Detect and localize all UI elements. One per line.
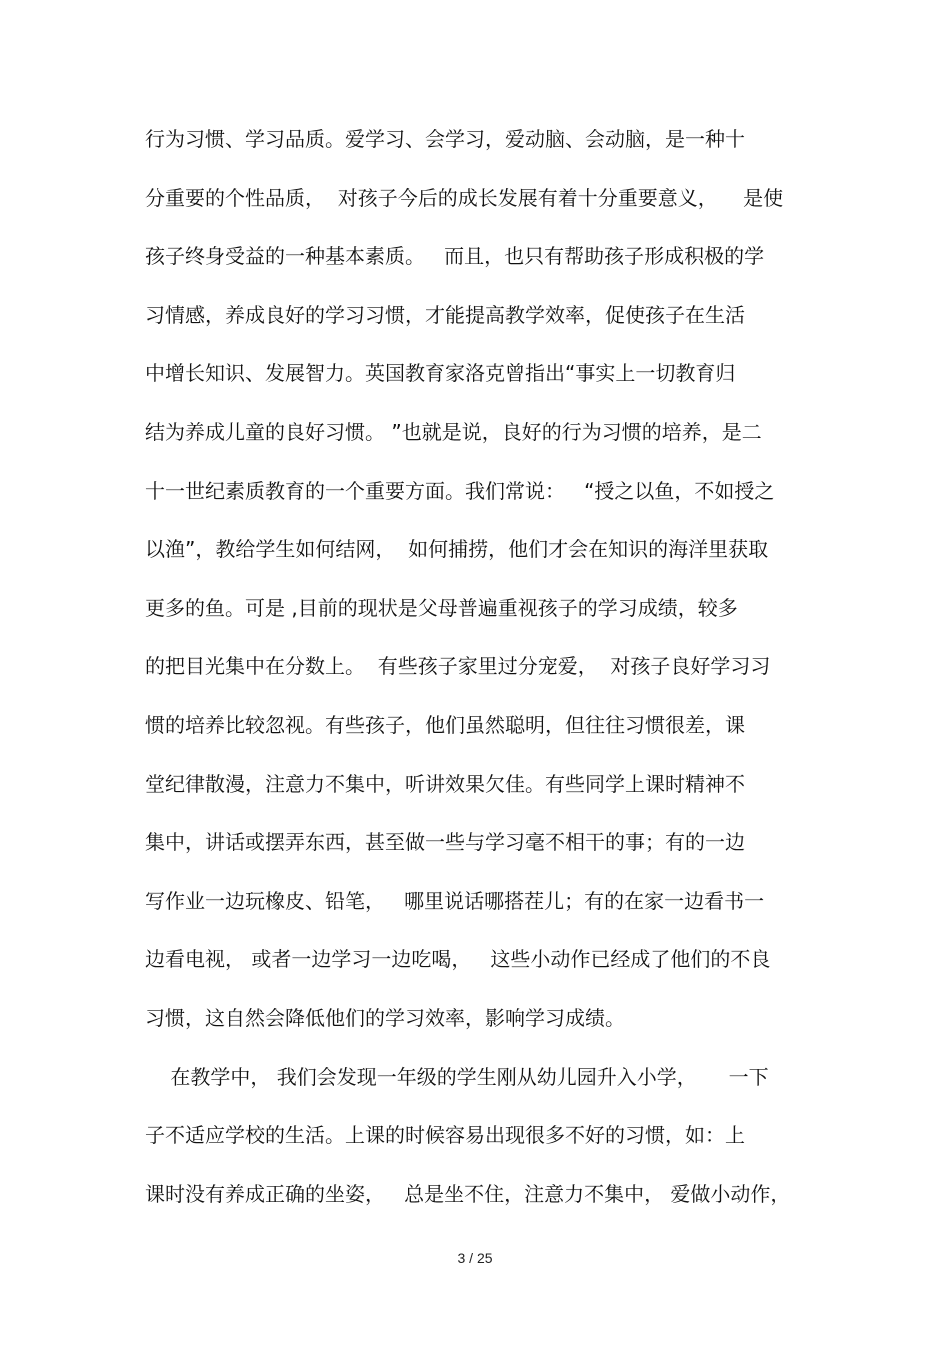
text-line: 孩子终身受益的一种基本素质。 而且，也只有帮助孩子形成积极的学: [145, 244, 765, 269]
text-line: 课时没有养成正确的坐姿， 总是坐不住，注意力不集中， 爱做小动作，: [145, 1181, 791, 1206]
text-line: 的把目光集中在分数上。 有些孩子家里过分宠爱， 对孩子良好学习习: [145, 654, 771, 679]
text-line: 中增长知识、发展智力。英国教育家洛克曾指出“事实上一切教育归: [145, 361, 736, 386]
text-line: 行为习惯、学习品质。爱学习、会学习，爱动脑、会动脑，是一种十: [145, 127, 745, 151]
text-line: 写作业一边玩橡皮、铅笔， 哪里说话哪搭茬儿；有的在家一边看书一: [145, 888, 765, 913]
text-line: 边看电视， 或者一边学习一边吃喝， 这些小动作已经成了他们的不良: [145, 947, 771, 972]
text-line: 更多的鱼。可是 ,目前的现状是父母普遍重视孩子的学习成绩，较多: [145, 595, 738, 620]
text-line: 在教学中， 我们会发现一年级的学生刚从幼儿园升入小学， 一下: [145, 1064, 769, 1089]
text-line: 分重要的个性品质， 对孩子今后的成长发展有着十分重要意义， 是使: [145, 185, 784, 210]
page-number: 3 / 25: [457, 1250, 493, 1266]
body-text: [145, 119, 825, 1232]
text-line: 习惯，这自然会降低他们的学习效率，影响学习成绩。: [145, 1005, 625, 1030]
text-line: 惯的培养比较忽视。有些孩子，他们虽然聪明，但往往习惯很差，课: [145, 712, 745, 737]
text-line: 子不适应学校的生活。上课的时候容易出现很多不好的习惯，如：上: [145, 1123, 745, 1148]
text-line: 习情感，养成良好的学习习惯，才能提高教学效率，促使孩子在生活: [145, 302, 745, 327]
text-line: 以渔”，教给学生如何结网， 如何捕捞，他们才会在知识的海洋里获取: [145, 537, 769, 562]
text-line: 集中，讲话或摆弄东西，甚至做一些与学习毫不相干的事；有的一边: [145, 830, 745, 855]
text-line: 十一世纪素质教育的一个重要方面。我们常说： “授之以鱼，不如授之: [145, 478, 775, 503]
text-line: 结为养成儿童的良好习惯。 ”也就是说，良好的行为习惯的培养，是二: [145, 419, 762, 444]
text-line: 堂纪律散漫，注意力不集中，听讲效果欠佳。有些同学上课时精神不: [145, 771, 745, 796]
